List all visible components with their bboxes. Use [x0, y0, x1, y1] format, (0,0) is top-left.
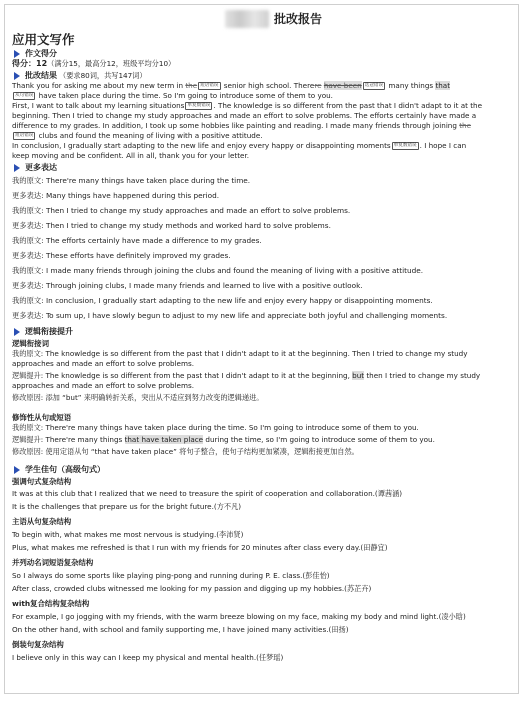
expr-item: 我的原文: In conclusion, I gradually start adapting to the new life and enjoy every happy or disappointing moments.: [12, 296, 433, 305]
good-group-title: 并列动名词短语复杂结构: [12, 558, 94, 567]
good-sentence: It was at this club that I realized that we need to treasure the spirit of cooperation and collaboration.(谭茜涵): [12, 489, 403, 498]
logic-orig-line: 我的原文: There're many things have taken place during the time. So I'm going to introduce some of them to you.: [12, 423, 419, 432]
expr-item: 我的原文: Then I tried to change my study approaches and made an effort to solve problems.: [12, 206, 351, 215]
logic-title: 逻辑衔接提升: [12, 326, 511, 337]
report-header: [12, 9, 511, 31]
error-tag[interactable]: 从句错误: [15, 93, 34, 98]
score-section-title: 作文得分: [12, 48, 511, 59]
result-section-title: 批改结果 （要求80词，共写147词）: [12, 70, 511, 81]
score-label: 得分：12: [12, 59, 48, 68]
essay-line: In conclusion, I gradually start adapting to the new life and enjoy every happy or disappointing moments 单复数错误 . I hope I can: [12, 141, 467, 150]
expr-item: 我的原文: The efforts certainly have made a difference to my grades.: [12, 236, 262, 245]
expr-item: 更多表达: Many things have happened during this period.: [12, 191, 220, 200]
good-sentence: After class, crowded clubs witnessed me looking for my passion and digging up my hobbies.(苏芷卉): [12, 584, 372, 593]
good-sentence: So I always do some sports like playing ping-pong and running during P. E. class.(彭佳怡): [12, 571, 330, 580]
logic-improved-line: 逻辑提升: There're many things that have taken place during the time, so I'm going to introduce some of them to you.: [12, 435, 435, 444]
logic-improved-line: 逻辑提升: The knowledge is so different from the past that I didn't adapt to it at the beginning, but then I tried to change my study: [12, 371, 481, 380]
essay-line: First, I want to talk about my learning situations 单复数错误 . The knowledge is so different from the past that I didn't adapt to it at the: [12, 101, 483, 110]
blurred-student-name: [225, 10, 269, 28]
logic-orig-line: approaches and made an effort to solve problems.: [12, 359, 195, 368]
good-sentences: [12, 476, 511, 663]
error-tag[interactable]: 选冠错误: [364, 83, 384, 88]
essay-line: keep moving and be confident. All in all, thank you for your letter.: [12, 151, 250, 160]
good-sentence: It is the challenges that prepare us for the bright future.(方不凡): [12, 502, 242, 511]
more-expr-list: [12, 176, 511, 321]
expr-item: 更多表达: Through joining clubs, I made many friends and learned to live with a positive outlook.: [12, 281, 363, 290]
essay-line: 短语错误 clubs and found the meaning of living with a positive attitude.: [15, 131, 263, 140]
doc-heading: 应用文写作: [12, 32, 75, 47]
page-title: 批改报告: [274, 12, 323, 26]
logic-sub-title: 逻辑衔接词: [12, 339, 49, 348]
blue-triangle-icon: [14, 466, 20, 474]
good-group-title: 强调句式复杂结构: [12, 477, 72, 486]
result-meta: （要求80词，共写147词）: [59, 71, 147, 80]
more-expr-title: 更多表达: [12, 162, 511, 173]
essay-line: beginning. Then I tried to change my study approaches and made an effort to solve problems. The efforts certainly have made a: [12, 111, 477, 120]
error-tag[interactable]: 单复数错误: [187, 103, 211, 108]
score-detail: （满分15，最高分12，班级平均分10）: [47, 59, 176, 68]
essay-body: [12, 81, 511, 161]
expr-item: 我的原文: I made many friends through joining the clubs and found the meaning of living with a positive attitude.: [12, 266, 424, 275]
logic-sub-title: 修饰性从句或短语: [12, 413, 72, 422]
good-sentence: I believe only in this way can I keep my physical and mental health.(任梦瑶): [12, 653, 284, 662]
expr-item: 我的原文: There're many things have taken place during the time.: [12, 176, 251, 185]
expr-item: 更多表达: Then I tried to change my study methods and worked hard to solve problems.: [12, 221, 331, 230]
good-sentence: On the other hand, with school and family supporting me, I have joined many activities.(田扬): [12, 625, 349, 634]
essay-line: 从句错误 have taken place during the time. So I'm going to introduce some of them to you.: [15, 91, 333, 100]
good-group-title: 主语从句复杂结构: [12, 517, 72, 526]
good-sentence: For example, I go jogging with my friends, with the warm breeze blowing on my face, making my body and mind light.(凌小晗): [12, 612, 466, 621]
logic-orig-line: 我的原文: The knowledge is so different from the past that I didn't adapt to it at the beginning. Then I tried to change my study: [12, 349, 468, 358]
good-group-title: with复合结构复杂结构: [12, 599, 90, 608]
essay-line: Thank you for asking me about my new term in the 短语错误 senior high school. Therere have been 选冠错误 many things that: [12, 81, 451, 90]
error-tag[interactable]: 短语错误: [200, 83, 219, 88]
blue-triangle-icon: [14, 164, 20, 172]
logic-reason-line: 修改原因: 添加 “but” 来明确转折关系，突出从不适应到努力改变的逻辑递进。: [12, 393, 264, 402]
good-sentences-title: 学生佳句（高级句式）: [12, 464, 511, 475]
report-page: [4, 4, 519, 694]
expr-item: 更多表达: These efforts have definitely improved my grades.: [12, 251, 231, 260]
good-sentence: Plus, what makes me refreshed is that I run with my friends for 20 minutes after class every day.(田静宜): [12, 543, 388, 552]
blue-triangle-icon: [14, 328, 20, 336]
blue-triangle-icon: [14, 50, 20, 58]
expr-item: 更多表达: To sum up, I have slowly begun to adjust to my new life and appreciate both joyful and challenging moments.: [12, 311, 448, 320]
score-line: [12, 59, 511, 69]
good-sentence: To begin with, what makes me most nervous is studying.(李沛贤): [12, 530, 244, 539]
error-tag[interactable]: 单复数错误: [393, 143, 417, 148]
essay-line: difference to my grades. In addition, I took up some hobbies like painting and reading. I made many friends through joining the: [12, 121, 472, 130]
good-group-title: 倒装句复杂结构: [12, 640, 64, 649]
logic-reason-line: 修改原因: 使用定语从句 “that have taken place” 将句子整合，使句子结构更加紧凑，逻辑衔接更加自然。: [12, 447, 359, 456]
error-tag[interactable]: 短语错误: [15, 133, 34, 138]
blue-triangle-icon: [14, 72, 20, 80]
logic-improved-line: approaches and made an effort to solve problems.: [12, 381, 195, 390]
